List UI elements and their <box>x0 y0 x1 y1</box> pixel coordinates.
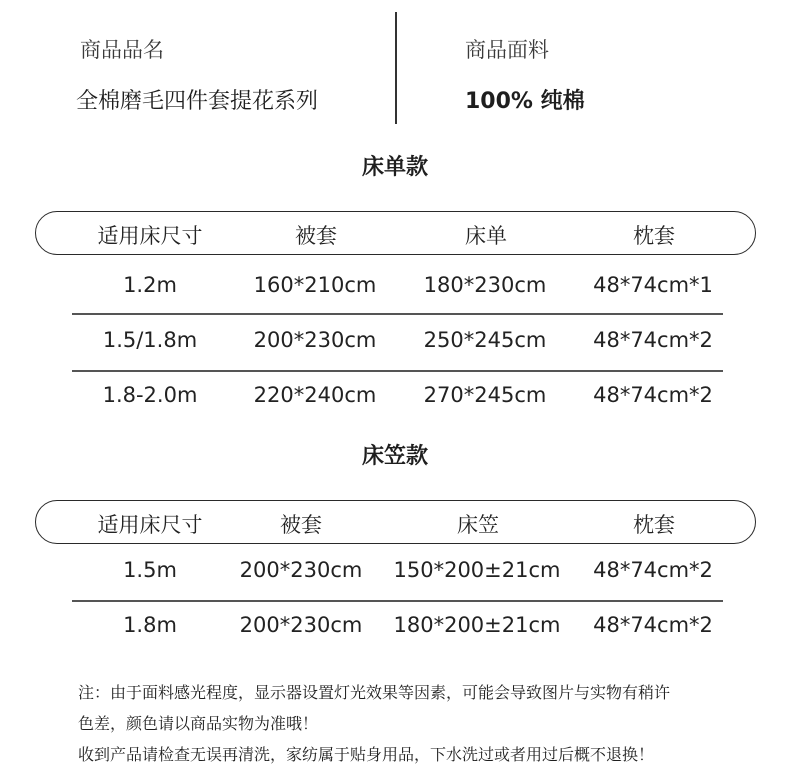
cell-pillowcase: 48*74cm*2 <box>593 558 713 582</box>
material-label: 商品面料 <box>465 38 549 62</box>
row-divider <box>72 600 723 602</box>
table-row <box>0 558 790 588</box>
cell-pillowcase: 48*74cm*2 <box>593 383 713 407</box>
product-name-value: 全棉磨毛四件套提花系列 <box>76 89 319 114</box>
header-bed-sheet: 床单 <box>465 224 507 248</box>
fitted-section-title: 床笠款 <box>361 444 428 469</box>
sheet-table-header <box>35 211 756 255</box>
info-divider <box>395 12 397 124</box>
row-divider <box>72 313 723 315</box>
cell-bed-size: 1.8m <box>123 613 177 637</box>
row-divider <box>72 370 723 372</box>
header-pillowcase: 枕套 <box>633 513 675 537</box>
cell-duvet-cover: 200*230cm <box>253 328 377 352</box>
cell-bed-size: 1.2m <box>123 273 177 297</box>
cell-duvet-cover: 200*230cm <box>239 613 363 637</box>
header-duvet-cover: 被套 <box>280 513 322 537</box>
header-pillowcase: 枕套 <box>633 224 675 248</box>
cell-duvet-cover: 200*230cm <box>239 558 363 582</box>
table-row <box>0 613 790 643</box>
cell-fitted-sheet: 150*200±21cm <box>393 558 561 582</box>
header-fitted-sheet: 床笠 <box>457 513 499 537</box>
cell-bed-sheet: 250*245cm <box>423 328 547 352</box>
cell-bed-size: 1.5/1.8m <box>102 328 198 352</box>
note-line-1: 注：由于面料感光程度，显示器设置灯光效果等因素，可能会导致图片与实物有稍许 <box>78 683 671 702</box>
table-row <box>0 273 790 303</box>
cell-bed-size: 1.5m <box>123 558 177 582</box>
cell-fitted-sheet: 180*200±21cm <box>393 613 561 637</box>
cell-pillowcase: 48*74cm*1 <box>593 273 713 297</box>
fitted-table-header <box>35 500 756 544</box>
note-line-2: 色差，颜色请以商品实物为准哦！ <box>78 714 319 733</box>
table-row <box>0 328 790 358</box>
header-duvet-cover: 被套 <box>295 224 337 248</box>
cell-pillowcase: 48*74cm*2 <box>593 328 713 352</box>
cell-bed-size: 1.8-2.0m <box>102 383 198 407</box>
cell-duvet-cover: 160*210cm <box>253 273 377 297</box>
sheet-section-title: 床单款 <box>361 155 428 180</box>
note-line-3: 收到产品请检查无误再清洗，家纺属于贴身用品，下水洗过或者用过后概不退换！ <box>78 745 655 764</box>
table-row <box>0 383 790 413</box>
cell-duvet-cover: 220*240cm <box>253 383 377 407</box>
cell-bed-sheet: 270*245cm <box>423 383 547 407</box>
product-name-label: 商品品名 <box>80 38 164 62</box>
material-value: 100% 纯棉 <box>465 89 585 114</box>
header-bed-size: 适用床尺寸 <box>97 513 203 537</box>
cell-bed-sheet: 180*230cm <box>423 273 547 297</box>
header-bed-size: 适用床尺寸 <box>97 224 203 248</box>
cell-pillowcase: 48*74cm*2 <box>593 613 713 637</box>
